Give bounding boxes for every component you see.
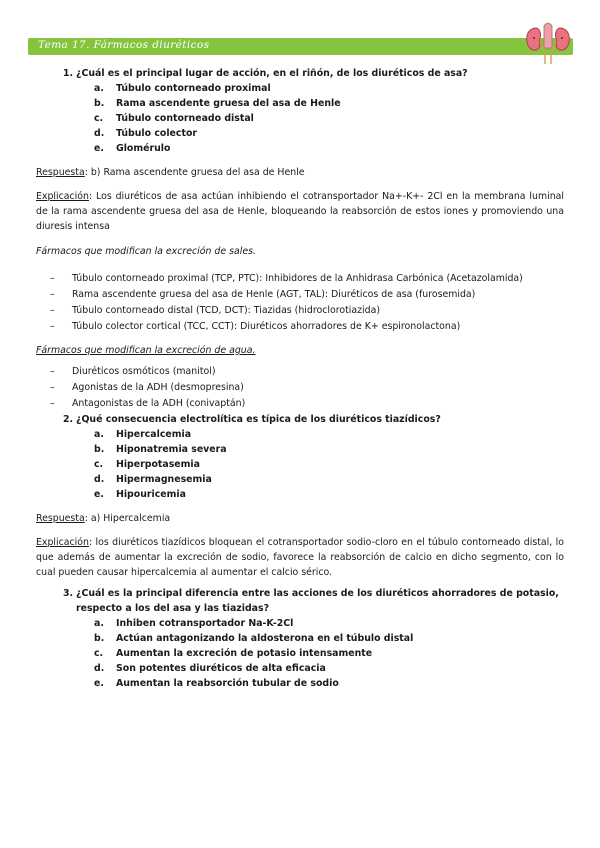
page-title: Tema 17. Fármacos diuréticos [38,39,210,51]
list-item: – Antagonistas de la ADH (conivaptán) [36,396,564,411]
explanation-2 [36,535,564,580]
option-item: e. Aumentan la reabsorción tubular de sodio [94,678,339,689]
list-item: – Diuréticos osmóticos (manitol) [36,364,564,379]
question-text: ¿Qué consecuencia electrolítica es típica de los diuréticos tiazídicos? [76,414,441,425]
explanation-text: : los diuréticos tiazídicos bloquean el cotransportador sodio-cloro en el túbulo contorneado distal, lo que además de aumentar la excreción de sodio, favorece la reabsorción de calcio en dicho segmento, con lo cual pueden causar hipercalcemia al aumentar el calcio sérico. [36,537,564,578]
kidneys-icon [522,18,574,66]
option-item: c. Túbulo contorneado distal [94,113,254,124]
list-item: – Túbulo colector cortical (TCC, CCT): Diuréticos ahorradores de K+ espironolactona) [36,319,564,334]
question-number: 1. [63,68,74,79]
options-list [36,616,564,691]
options-list [36,427,564,502]
list-item: – Rama ascendente gruesa del asa de Henle (AGT, TAL): Diuréticos de asa (furosemida) [36,287,564,302]
section-title-agua: Fármacos que modifican la excreción de agua. [36,345,256,356]
option-item: d. Son potentes diuréticos de alta eficacia [94,663,326,674]
answer-2 [36,511,564,526]
explanation-label: Explicación [36,191,89,202]
option-item: a. Túbulo contorneado proximal [94,83,271,94]
question-text: ¿Cuál es la principal diferencia entre las acciones de los diuréticos ahorradores de potasio, respecto a los del asa y las tiazidas? [76,588,559,614]
option-item: b. Rama ascendente gruesa del asa de Henle [94,98,341,109]
option-item: c. Hiperpotasemia [94,459,200,470]
explanation-1 [36,189,564,234]
agua-list [36,364,564,411]
option-item: b. Actúan antagonizando la aldosterona en el túbulo distal [94,633,414,644]
option-item: e. Glomérulo [94,143,171,154]
option-item: e. Hipouricemia [94,489,186,500]
list-item: – Túbulo contorneado distal (TCD, DCT): Tiazidas (hidroclorotiazida) [36,303,564,318]
header-bar [28,38,573,55]
explanation-text: : Los diuréticos de asa actúan inhibiendo el cotransportador Na+-K+- 2Cl en la membrana luminal de la rama ascendente gruesa del asa de Henle, bloqueando la reabsorción de estos iones y promoviendo una diuresis intensa [36,191,564,232]
option-item: b. Hiponatremia severa [94,444,227,455]
answer-label: Respuesta [36,167,85,178]
option-item: d. Hipermagnesemia [94,474,212,485]
section-title-sales: Fármacos que modifican la excreción de sales. [36,246,256,257]
question-number: 2. [63,414,74,425]
question-2 [36,412,564,427]
list-item: – Agonistas de la ADH (desmopresina) [36,380,564,395]
list-item: – Túbulo contorneado proximal (TCP, PTC): Inhibidores de la Anhidrasa Carbónica (Acetazolamida) [36,271,564,286]
question-text: ¿Cuál es el principal lugar de acción, en el riñón, de los diuréticos de asa? [76,68,468,79]
options-list [36,81,564,156]
option-item: a. Inhiben cotransportador Na-K-2Cl [94,618,294,629]
sales-list [36,271,564,334]
answer-1 [36,165,564,180]
option-item: d. Túbulo colector [94,128,198,139]
explanation-label: Explicación [36,537,89,548]
question-number: 3. [63,588,74,599]
question-1 [36,66,564,81]
answer-text: : b) Rama ascendente gruesa del asa de Henle [84,167,305,178]
document-body [36,66,564,691]
answer-label: Respuesta [36,513,85,524]
option-item: c. Aumentan la excreción de potasio intensamente [94,648,373,659]
question-3 [36,586,564,616]
option-item: a. Hipercalcemia [94,429,192,440]
answer-text: : a) Hipercalcemia [84,513,171,524]
